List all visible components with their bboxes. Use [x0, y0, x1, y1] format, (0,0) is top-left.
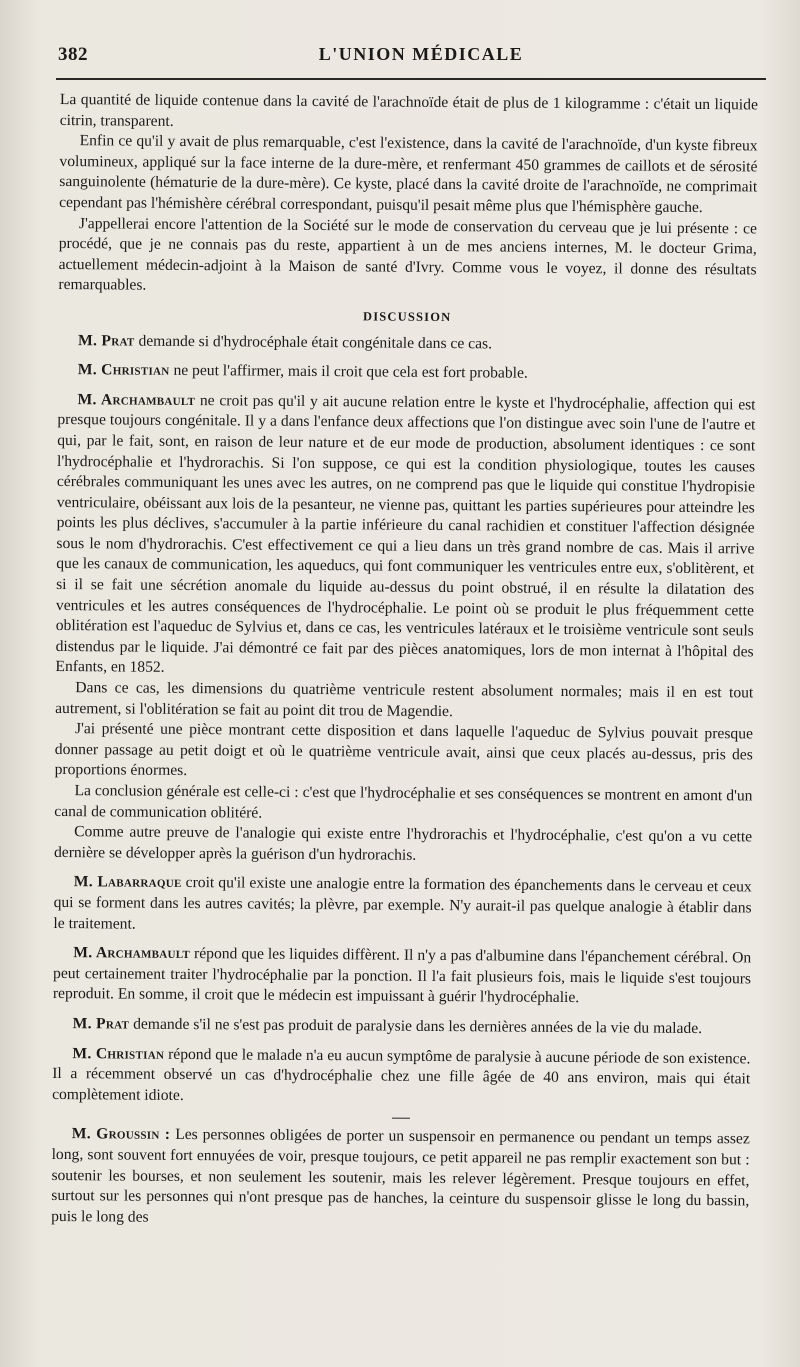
speaker-text: croit qu'il existe une analogie entre la formation des épanchements dans le cerveau et ceux qui se forment dans les autres cavités; la plèvre, par exemple. N'y aurait-il pas quelque analogie à établir dans le traitement.	[53, 874, 752, 933]
speaker-paragraph	[53, 872, 751, 939]
article-body	[51, 90, 758, 1233]
speaker-paragraph	[53, 1014, 751, 1040]
speaker-name: M. Labarraque	[73, 873, 182, 892]
speaker-text: ne peut l'affirmer, mais il croit que cela est fort probable.	[169, 361, 528, 382]
body-paragraph: J'appellerai encore l'attention de la Société sur le mode de conservation du cerveau que je lui présente : ce procédé, que je ne connais pas du reste, appartient à un de mes anciens internes, M. le docteur Grima, actuellement médecin-adjoint à la Maison de santé d'Ivry. Comme vous le voyez, il donne des résultats remarquables.	[58, 214, 758, 295]
body-paragraph: Comme autre preuve de l'analogie qui existe entre l'hydrorachis et l'hydrocéphalie, c'est qu'on a vu cette dernière se développer après la guérison d'un hydrorachis.	[53, 823, 753, 864]
running-head: L'UNION MÉDICALE	[318, 44, 524, 64]
speaker-name: M. Archambault	[73, 944, 191, 963]
speaker-paragraph	[58, 331, 756, 357]
speaker-name: M. Christian	[72, 1044, 165, 1063]
section-heading: DISCUSSION	[362, 309, 452, 325]
body-paragraph: Enfin ce qu'il y avait de plus remarquable, c'est l'existence, dans la cavité de l'arachnoïde, d'un kyste fibreux volumineux, appliqué sur la face interne de la dure-mère, et renfermant 450 grammes de caillots et de sérosité sanguinolente (hématurie de la dure-mère). Ce kyste, placé dans la cavité droite de l'arachnoïde, ne comprimait cependant pas l'hémishère cérébral correspondant, puisqu'il pesait même plus que l'hémisphère gauche.	[59, 132, 758, 217]
speaker-paragraph	[51, 1124, 750, 1232]
body-paragraph: La conclusion générale est celle-ci : c'est que l'hydrocéphalie et ses conséquences se montrent en amont d'un canal de communication oblitéré.	[54, 782, 753, 822]
speaker-name: M. Archambault	[77, 390, 196, 409]
section-separator	[392, 1118, 410, 1119]
speaker-text: répond que les liquides diffèrent. Il n'y a pas d'albumine dans l'épanchement cérébral. On peut certainement traiter l'hydrocéphalie par la ponction. Il l'a fait plusieurs fois, mais le liquide s'est toujours reproduit. En somme, il croit que le médecin est impuissant à guérir l'hydrocéphalie.	[52, 945, 752, 1007]
speaker-name: M. Christian	[77, 361, 170, 379]
speaker-name: M. Prat	[72, 1015, 130, 1033]
body-paragraph: J'ai présenté une pièce montrant cette disposition et dans laquelle l'aqueduc de Sylvius pouvait presque donner passage au petit doigt et où le quatrième ventricule avait, ainsi que ceux placés au-dessus, pris des proportions énormes.	[54, 720, 754, 780]
speaker-paragraph	[52, 1044, 750, 1111]
page-number: 382	[58, 44, 88, 65]
speaker-paragraph	[55, 390, 755, 684]
speaker-text: ne croit pas qu'il y ait aucune relation entre le kyste et l'hydrocéphalie, affection qui est presque toujours congénitale. Il y a dans l'enfance deux affections que l'on distingue avec soin l'une de l'autre et qui, par le fait, sont, en raison de leur nature et de eur mode de production, absolument identiques : ce sont l'hydrocéphalie et l'hydrorachis. Si l'on suppose, ce qui est la condition physiologique, toutes les causes cérébrales communiquant les unes avec les autres, on ne comprend pas que le liquide qui constitue l'hydropisie ventriculaire, obéissant aux lois de la pesanteur, ne vienne pas, quittant les parties supérieures pour atteindre les points les plus déclives, s'accumuler à la partie inférieure du canal rachidien et constituer l'affection désignée sous le nom d'hydrorachis. C'est effectivement ce qui a lieu dans un très grand nombre de cas. Mais il arrive que les canaux de communication, les aqueducs, qui font communiquer les ventricules entre eux, s'oblitèrent, et si il se fait une sécrétion anomale du liquide au-dessus du point obstrué, il en résulte la dilatation des ventricules et les autres conséquences de l'hydrocéphalie. Le point où se produit le plus fréquemment cette oblitération est l'aqueduc de Sylvius et, dans ce cas, les ventricules latéraux et le troisième ventricule sont seuls distendus par le liquide. J'ai démontré ce fait par des pièces anatomiques, lors de mon internat à l'hôpital des Enfants, en 1852.	[55, 391, 756, 677]
speaker-name: M. Groussin :	[71, 1125, 171, 1144]
body-paragraph: La quantité de liquide contenue dans la cavité de l'arachnoïde était de plus de 1 kilogramme : c'était un liquide citrin, transparent.	[59, 90, 758, 130]
speaker-text: Les personnes obligées de porter un suspensoir en permanence ou pendant un temps assez long, sont souvent fort ennuyées de voir, presque toujours, ce petit appareil ne pas remplir exactement son but : soutenir les bourses, et non seulement les soutenir, mais les relever légèrement. Presque toujours en effet, surtout sur les personnes qui n'ont presque pas de hanches, la ceinture du suspensoir glisse le long du bassin, puis le long des	[51, 1126, 750, 1226]
speaker-name: M. Prat	[77, 331, 135, 350]
speaker-text: demande si d'hydrocéphale était congénitale dans ce cas.	[134, 332, 493, 352]
speaker-paragraph	[53, 943, 751, 1010]
header-rule	[56, 78, 766, 80]
body-paragraph: Dans ce cas, les dimensions du quatrième ventricule restent absolument normales; mais il en est tout autrement, si l'oblitération se fait au point dit trou de Magendie.	[55, 679, 754, 720]
speaker-text: répond que le malade n'a eu aucun symptôme de paralysie à aucune période de son existence. Il a récemment observé un cas d'hydrocéphalie chez une fille âgée de 40 ans environ, mais qui était complètement idiote.	[52, 1045, 751, 1104]
page-header	[56, 44, 756, 70]
speaker-text: demande s'il ne s'est pas produit de paralysie dans les dernières années de la vie du malade.	[129, 1015, 703, 1038]
speaker-paragraph	[58, 360, 756, 386]
